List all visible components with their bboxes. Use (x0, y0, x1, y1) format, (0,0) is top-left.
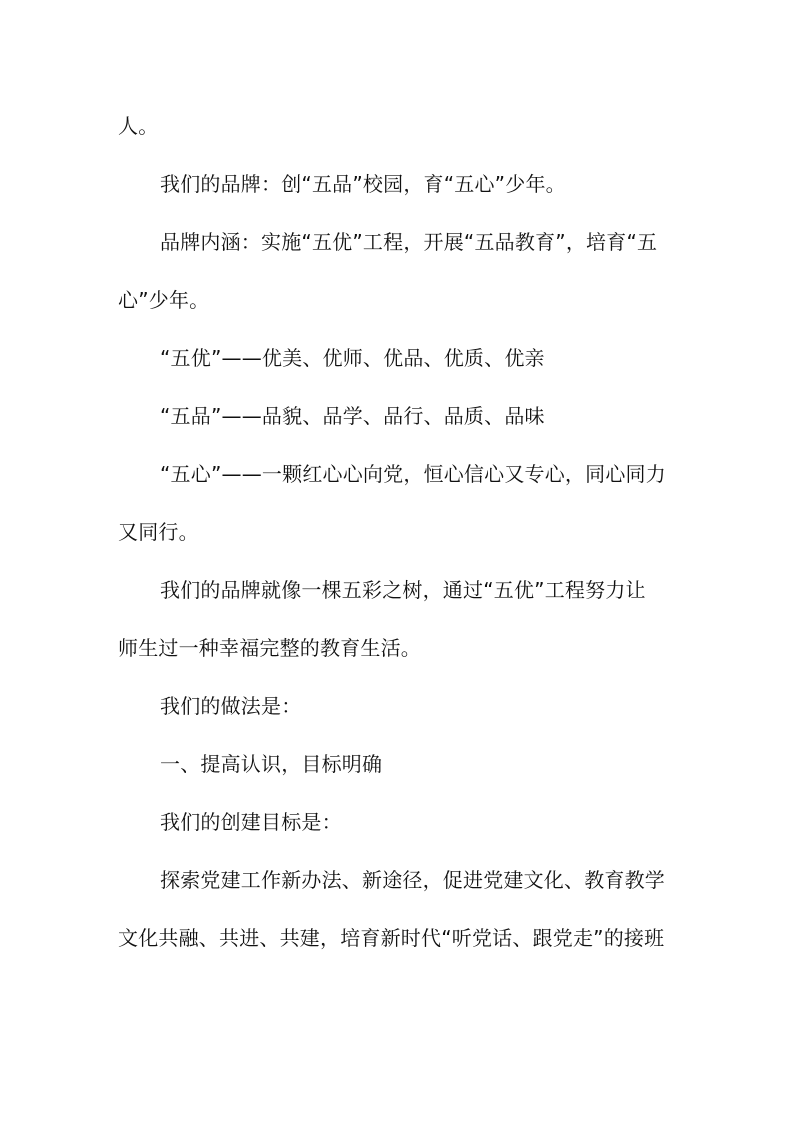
paragraph-five-hearts: “五心”——一颗红心心向党，恒心信心又专心，同心同力 (160, 462, 666, 486)
paragraph-five-excellence: “五优”——优美、优师、优品、优质、优亲 (160, 346, 545, 370)
paragraph-goal-cont: 文化共融、共进、共建，培育新时代“听党话、跟党走”的接班 (118, 926, 665, 950)
paragraph-goal: 探索党建工作新办法、新途径，促进党建文化、教育教学 (160, 868, 665, 892)
section-heading-one: 一、提高认识，目标明确 (160, 752, 383, 776)
paragraph-goal-intro: 我们的创建目标是： (160, 810, 342, 834)
paragraph-our-approach: 我们的做法是： (160, 694, 302, 718)
paragraph-brand-connotation: 品牌内涵：实施“五优”工程，开展“五品教育”，培育“五 (160, 230, 658, 254)
paragraph-brand-tree-cont: 师生过一种幸福完整的教育生活。 (118, 636, 421, 660)
paragraph-brand-tree: 我们的品牌就像一棵五彩之树，通过“五优”工程努力让 (160, 578, 646, 602)
paragraph-brand-connotation-cont: 心”少年。 (118, 288, 210, 312)
paragraph-five-qualities: “五品”——品貌、品学、品行、品质、品味 (160, 404, 545, 428)
paragraph-brand: 我们的品牌：创“五品”校园，育“五心”少年。 (160, 172, 566, 196)
paragraph-five-hearts-cont: 又同行。 (118, 520, 199, 544)
text-line-continuation: 人。 (118, 114, 159, 138)
